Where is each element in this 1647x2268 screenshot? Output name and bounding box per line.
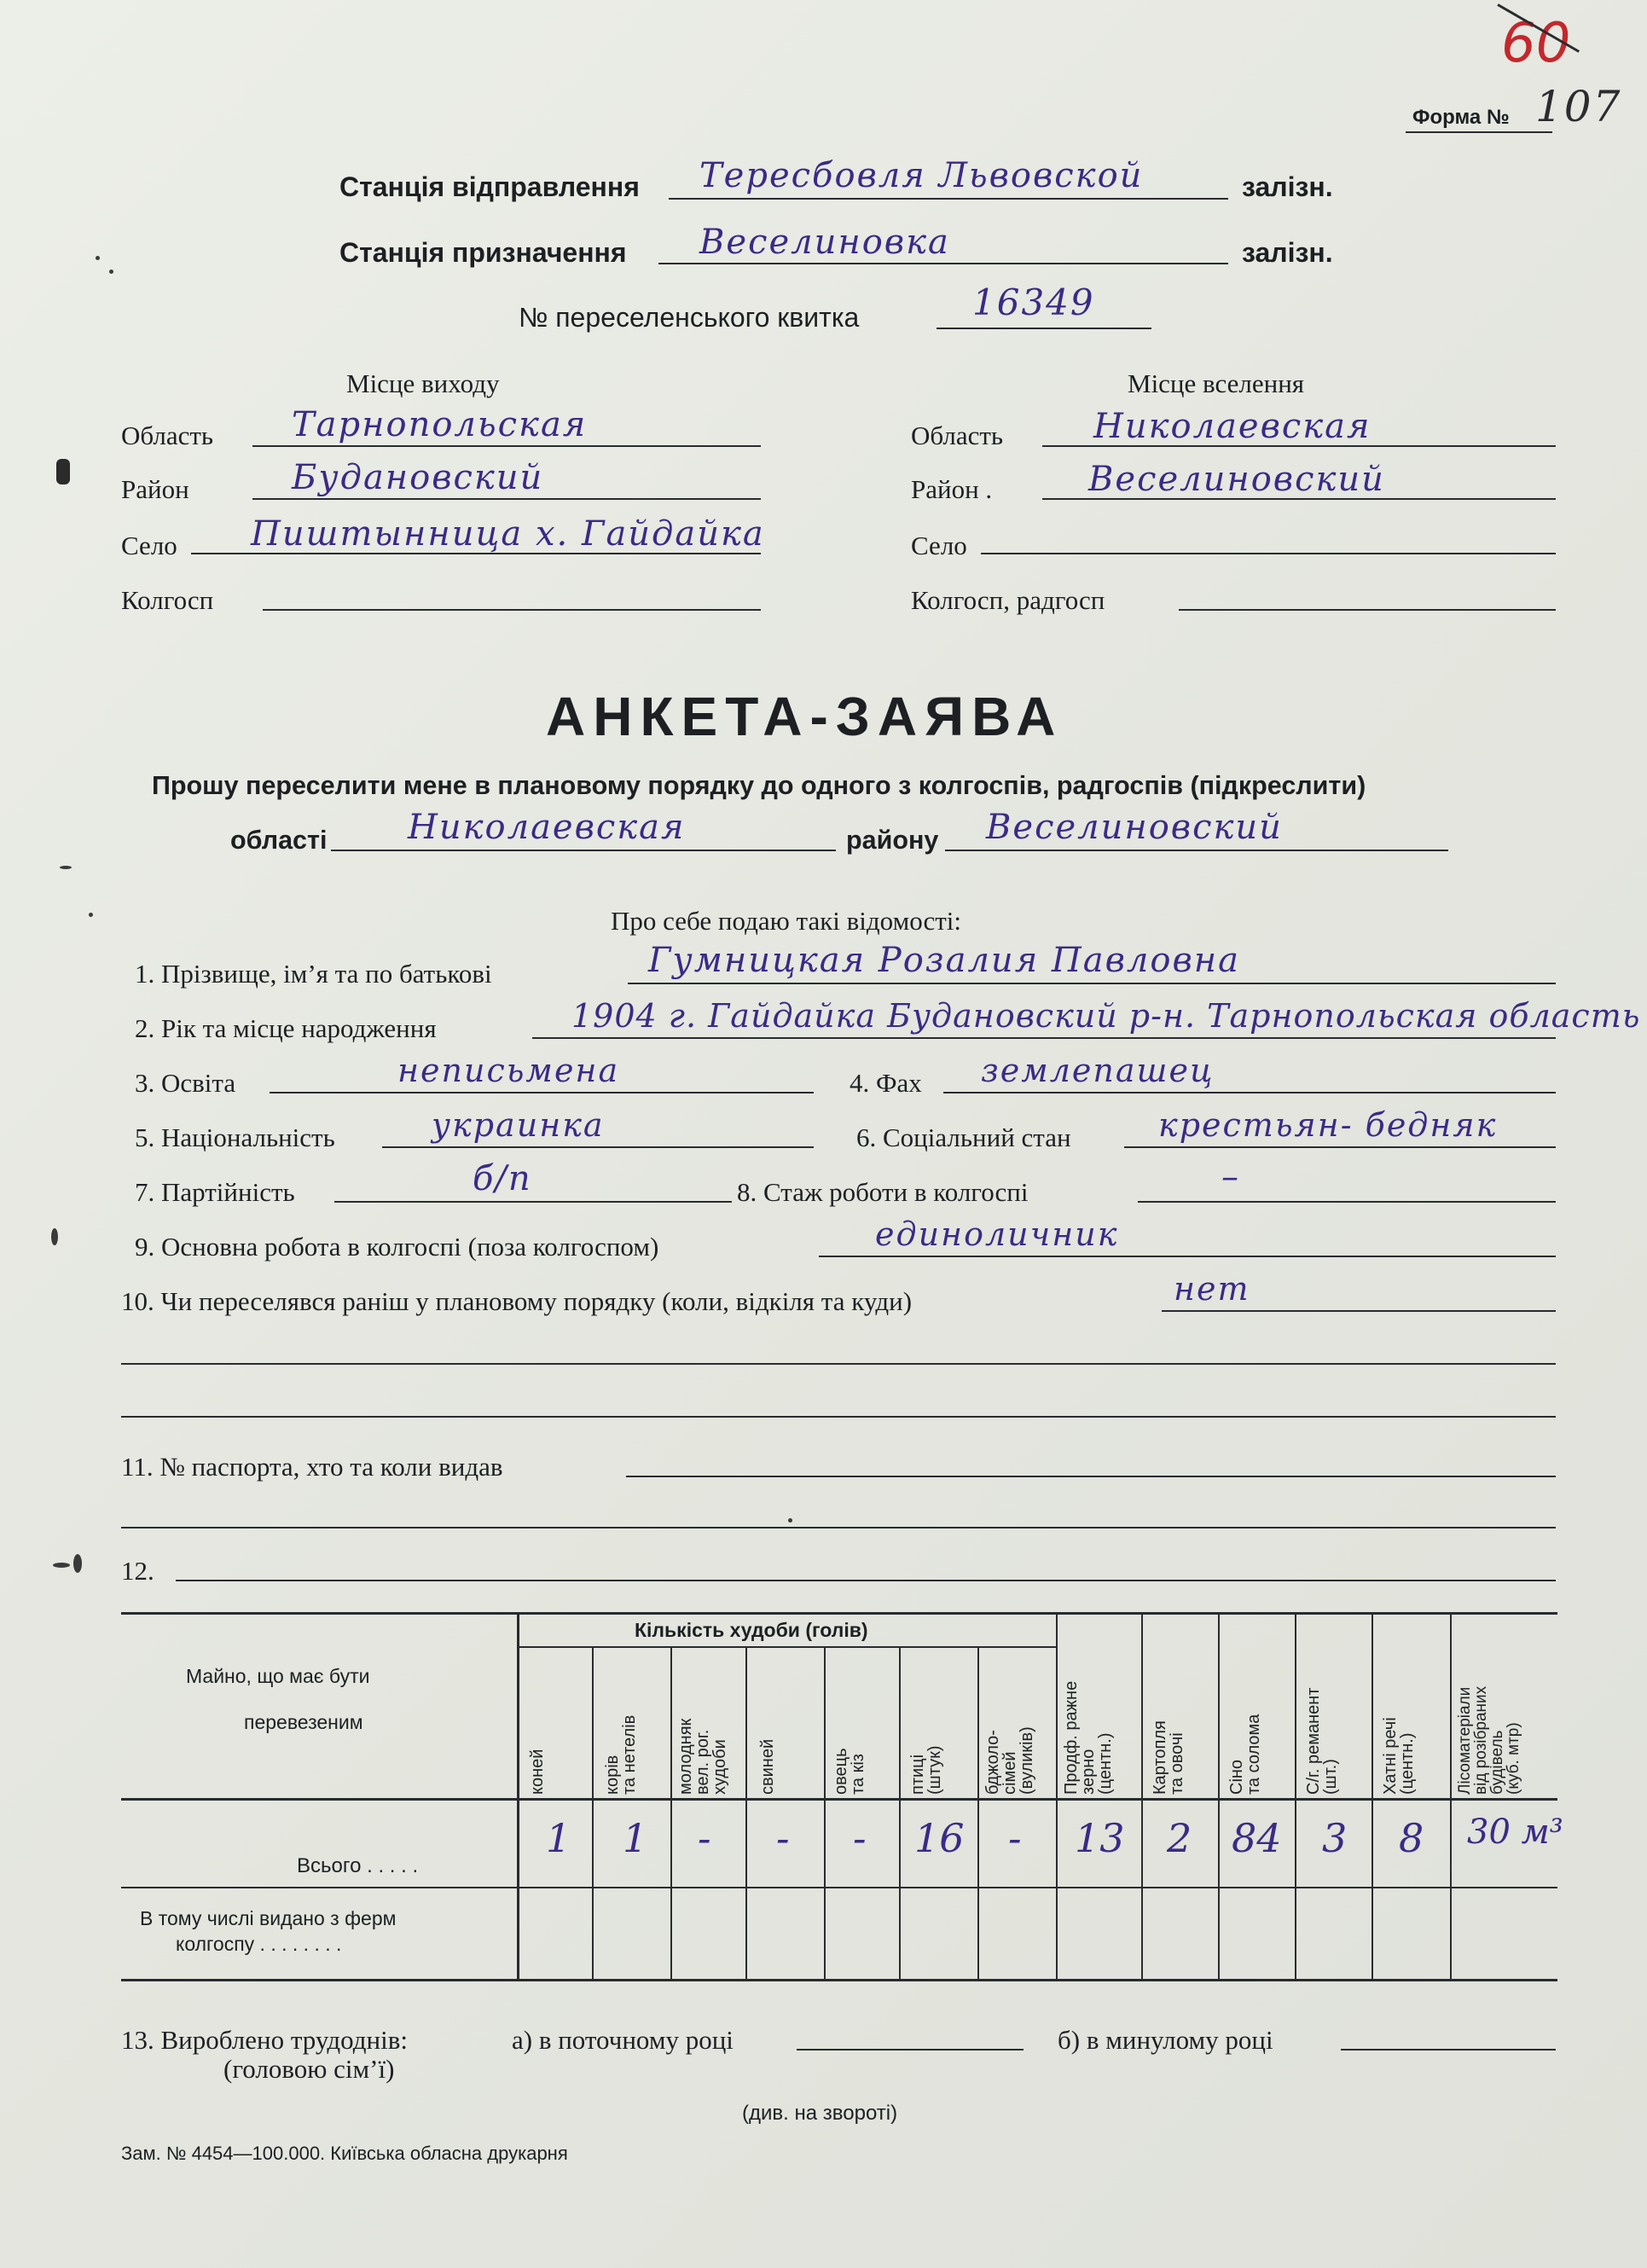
total-value: 84 (1232, 1815, 1282, 1861)
workdays-sub-label: (головою сім’ї) (223, 2054, 395, 2084)
workdays-last-label: б) в минулому році (1058, 2025, 1273, 2055)
field-1-label: 1. Прізвище, ім’я та по батькові (135, 959, 492, 989)
departure-value: Тересбовля Львовской (699, 156, 1144, 195)
field-5-value: украинка (432, 1106, 605, 1144)
workdays-label: 13. Вироблено трудоднів: (121, 2025, 409, 2055)
table-col-divider (592, 1646, 594, 1981)
arrival-railway-suffix: залізн. (1242, 237, 1333, 268)
origin-raion-line (252, 498, 761, 500)
field-9-label: 9. Основна робота в колгоспі (поза колгоспом) (135, 1232, 659, 1262)
paper-speck (89, 913, 93, 917)
total-value: 8 (1399, 1815, 1424, 1861)
form-label: Форма № (1412, 106, 1510, 129)
field-8-line (1138, 1201, 1556, 1203)
field-12-label: 12. (121, 1556, 154, 1586)
column-header: Продф. ражне зерно (центн.) (1062, 1680, 1115, 1795)
field-4-value: землепашец (981, 1052, 1215, 1089)
destination-oblast-label: Область (911, 421, 1004, 450)
paper-speck (73, 1554, 82, 1573)
table-col-divider (1218, 1612, 1220, 1981)
livestock-header: Кількість худоби (голів) (635, 1619, 868, 1641)
destination-kolhosp-label: Колгосп, радгосп (911, 585, 1105, 615)
destination-oblast-value: Николаевская (1093, 407, 1372, 446)
field-6-value: крестьян- бедняк (1158, 1106, 1498, 1144)
destination-raion-value: Веселиновский (1088, 460, 1385, 499)
field-11-line-2 (121, 1527, 1556, 1528)
origin-heading: Місце виходу (346, 368, 500, 398)
origin-raion-value: Будановский (292, 458, 544, 497)
column-header: Сіно та солома (1227, 1714, 1263, 1795)
column-header: овець та кіз (832, 1748, 867, 1795)
total-value: 13 (1075, 1815, 1125, 1861)
field-7-value: б/п (473, 1159, 532, 1198)
column-header: корів та нетелів (603, 1714, 639, 1795)
field-10-line (1162, 1310, 1556, 1312)
request-raion-label: району (846, 826, 939, 855)
origin-selo-value: Пиштынница х. Гайдайка (251, 514, 765, 554)
table-col-divider (745, 1646, 747, 1981)
field-4-label: 4. Фах (850, 1068, 922, 1098)
total-value: 1 (623, 1815, 648, 1861)
form-number: 107 (1535, 82, 1622, 131)
departure-line (669, 198, 1228, 200)
table-col-divider (1056, 1612, 1058, 1981)
field-10-line-3 (121, 1416, 1556, 1418)
origin-kolhosp-line (263, 609, 761, 611)
column-header: птиці (штук) (908, 1745, 944, 1795)
property-label-line-2: перевезеним (244, 1711, 363, 1733)
field-9-line (819, 1256, 1556, 1257)
field-12-line (176, 1580, 1556, 1581)
paper-speck (96, 256, 100, 260)
workdays-last-line (1341, 2049, 1556, 2050)
document-title: АНКЕТА-ЗАЯВА (546, 686, 1064, 747)
column-header: коней (528, 1749, 547, 1795)
total-value: 30 м³ (1467, 1813, 1563, 1852)
field-8-value: – (1221, 1157, 1240, 1197)
field-1-value: Гумницкая Розалия Павловна (648, 941, 1240, 980)
table-col-divider (1295, 1612, 1296, 1981)
column-header: Лісоматеріали від розібраних будівель (куб. мтр) (1456, 1685, 1522, 1795)
table-col-divider (977, 1646, 979, 1981)
arrival-label: Станція призначення (339, 237, 627, 268)
field-11-line (626, 1476, 1556, 1477)
request-raion-line (945, 850, 1448, 851)
paper-speck (53, 1563, 70, 1568)
workdays-current-line (797, 2049, 1024, 2050)
field-3-label: 3. Освіта (135, 1068, 236, 1098)
destination-heading: Місце вселення (1128, 368, 1305, 398)
column-header: молодняк вел. рог. худоби (676, 1718, 729, 1795)
total-value: 2 (1167, 1815, 1192, 1861)
info-intro: Про себе подаю такі відомості: (611, 906, 962, 936)
printer-imprint: Зам. № 4454—100.000. Київська обласна друкарня (121, 2143, 568, 2164)
origin-oblast-label: Область (121, 421, 214, 450)
farm-label-line-1: В тому числі видано з ферм (140, 1907, 397, 1929)
archive-number: 60 (1501, 12, 1571, 75)
total-value: 16 (914, 1815, 965, 1861)
total-value: 1 (546, 1815, 571, 1861)
field-7-line (334, 1201, 732, 1203)
destination-kolhosp-line (1179, 609, 1556, 611)
arrival-line (658, 263, 1228, 264)
see-reverse: (див. на звороті) (742, 2102, 898, 2125)
table-col-divider (517, 1612, 519, 1981)
table-col-divider (1450, 1612, 1452, 1981)
arrival-value: Веселиновка (699, 223, 950, 262)
ticket-value: 16349 (972, 281, 1095, 323)
field-2-label: 2. Рік та місце народження (135, 1013, 437, 1043)
column-header: С/г. реманент (шт.) (1304, 1687, 1340, 1795)
property-label-line-1: Майно, що має бути (186, 1665, 370, 1687)
table-col-divider (670, 1646, 672, 1981)
field-5-label: 5. Національність (135, 1122, 335, 1152)
field-10-line-2 (121, 1363, 1556, 1365)
property-table (121, 1612, 1563, 1982)
paper-speck (109, 270, 113, 274)
total-value: 3 (1322, 1815, 1348, 1861)
origin-oblast-value: Тарнопольская (292, 405, 588, 444)
table-header-divider (121, 1798, 1557, 1801)
paper-speck (60, 866, 72, 869)
field-10-label: 10. Чи переселявся раніш у плановому порядку (коли, відкіля та куди) (121, 1286, 913, 1316)
paper-speck (51, 1228, 58, 1245)
column-header: свиней (758, 1738, 777, 1795)
table-col-divider (1372, 1612, 1373, 1981)
origin-kolhosp-label: Колгосп (121, 585, 214, 615)
field-6-line (1124, 1146, 1556, 1148)
ticket-line (937, 328, 1151, 329)
table-col-divider (824, 1646, 826, 1981)
farm-label-line-2: колгоспу . . . . . . . . (176, 1933, 342, 1955)
departure-label: Станція відправлення (339, 171, 640, 202)
column-header: Хатні речі (центн.) (1381, 1717, 1417, 1795)
destination-selo-line (981, 553, 1556, 554)
destination-selo-label: Село (911, 531, 967, 560)
total-value: - (853, 1815, 867, 1861)
column-header: бджоло- сімей (вуликів) (983, 1726, 1036, 1795)
request-oblast-line (331, 850, 836, 851)
table-top-border (121, 1612, 1557, 1615)
total-label: Всього . . . . . (297, 1854, 419, 1877)
total-value: - (1008, 1815, 1022, 1861)
field-3-line (270, 1092, 814, 1093)
origin-oblast-line (252, 445, 761, 447)
punch-hole (56, 459, 70, 484)
table-row-divider (121, 1887, 1557, 1888)
origin-selo-label: Село (121, 531, 177, 560)
table-bottom-border (121, 1979, 1557, 1981)
field-2-line (532, 1037, 1556, 1039)
table-col-divider (1141, 1612, 1143, 1981)
field-1-line (628, 983, 1556, 984)
ticket-label: № переселенського квитка (519, 302, 860, 333)
total-value: - (776, 1815, 790, 1861)
field-7-label: 7. Партійність (135, 1177, 295, 1207)
field-6-label: 6. Соціальний стан (856, 1122, 1071, 1152)
departure-railway-suffix: залізн. (1242, 171, 1333, 202)
field-8-label: 8. Стаж роботи в колгоспі (737, 1177, 1029, 1207)
request-raion-value: Веселиновский (986, 808, 1283, 847)
field-2-value: 1904 г. Гайдайка Будановский р-н. Тарнопольская область (571, 997, 1641, 1035)
form-underline (1406, 131, 1552, 133)
table-col-divider (899, 1646, 901, 1981)
request-text: Прошу переселити мене в плановому порядку до одного з колгоспів, радгоспів (підкреслити) (152, 771, 1366, 800)
origin-raion-label: Район (121, 474, 189, 504)
destination-raion-label: Район . (911, 474, 993, 504)
total-value: - (698, 1815, 711, 1861)
field-9-value: единоличник (875, 1215, 1119, 1253)
column-header: Картопля та овочі (1151, 1720, 1186, 1795)
request-oblast-value: Николаевская (408, 808, 686, 847)
field-5-line (382, 1146, 814, 1148)
request-oblast-label: області (230, 826, 328, 855)
field-3-value: неписьмена (397, 1052, 620, 1089)
field-11-label: 11. № паспорта, хто та коли видав (121, 1452, 503, 1482)
workdays-current-label: а) в поточному році (512, 2025, 734, 2055)
paper-speck (788, 1518, 792, 1523)
field-10-value: нет (1174, 1270, 1250, 1308)
field-4-line (943, 1092, 1556, 1093)
